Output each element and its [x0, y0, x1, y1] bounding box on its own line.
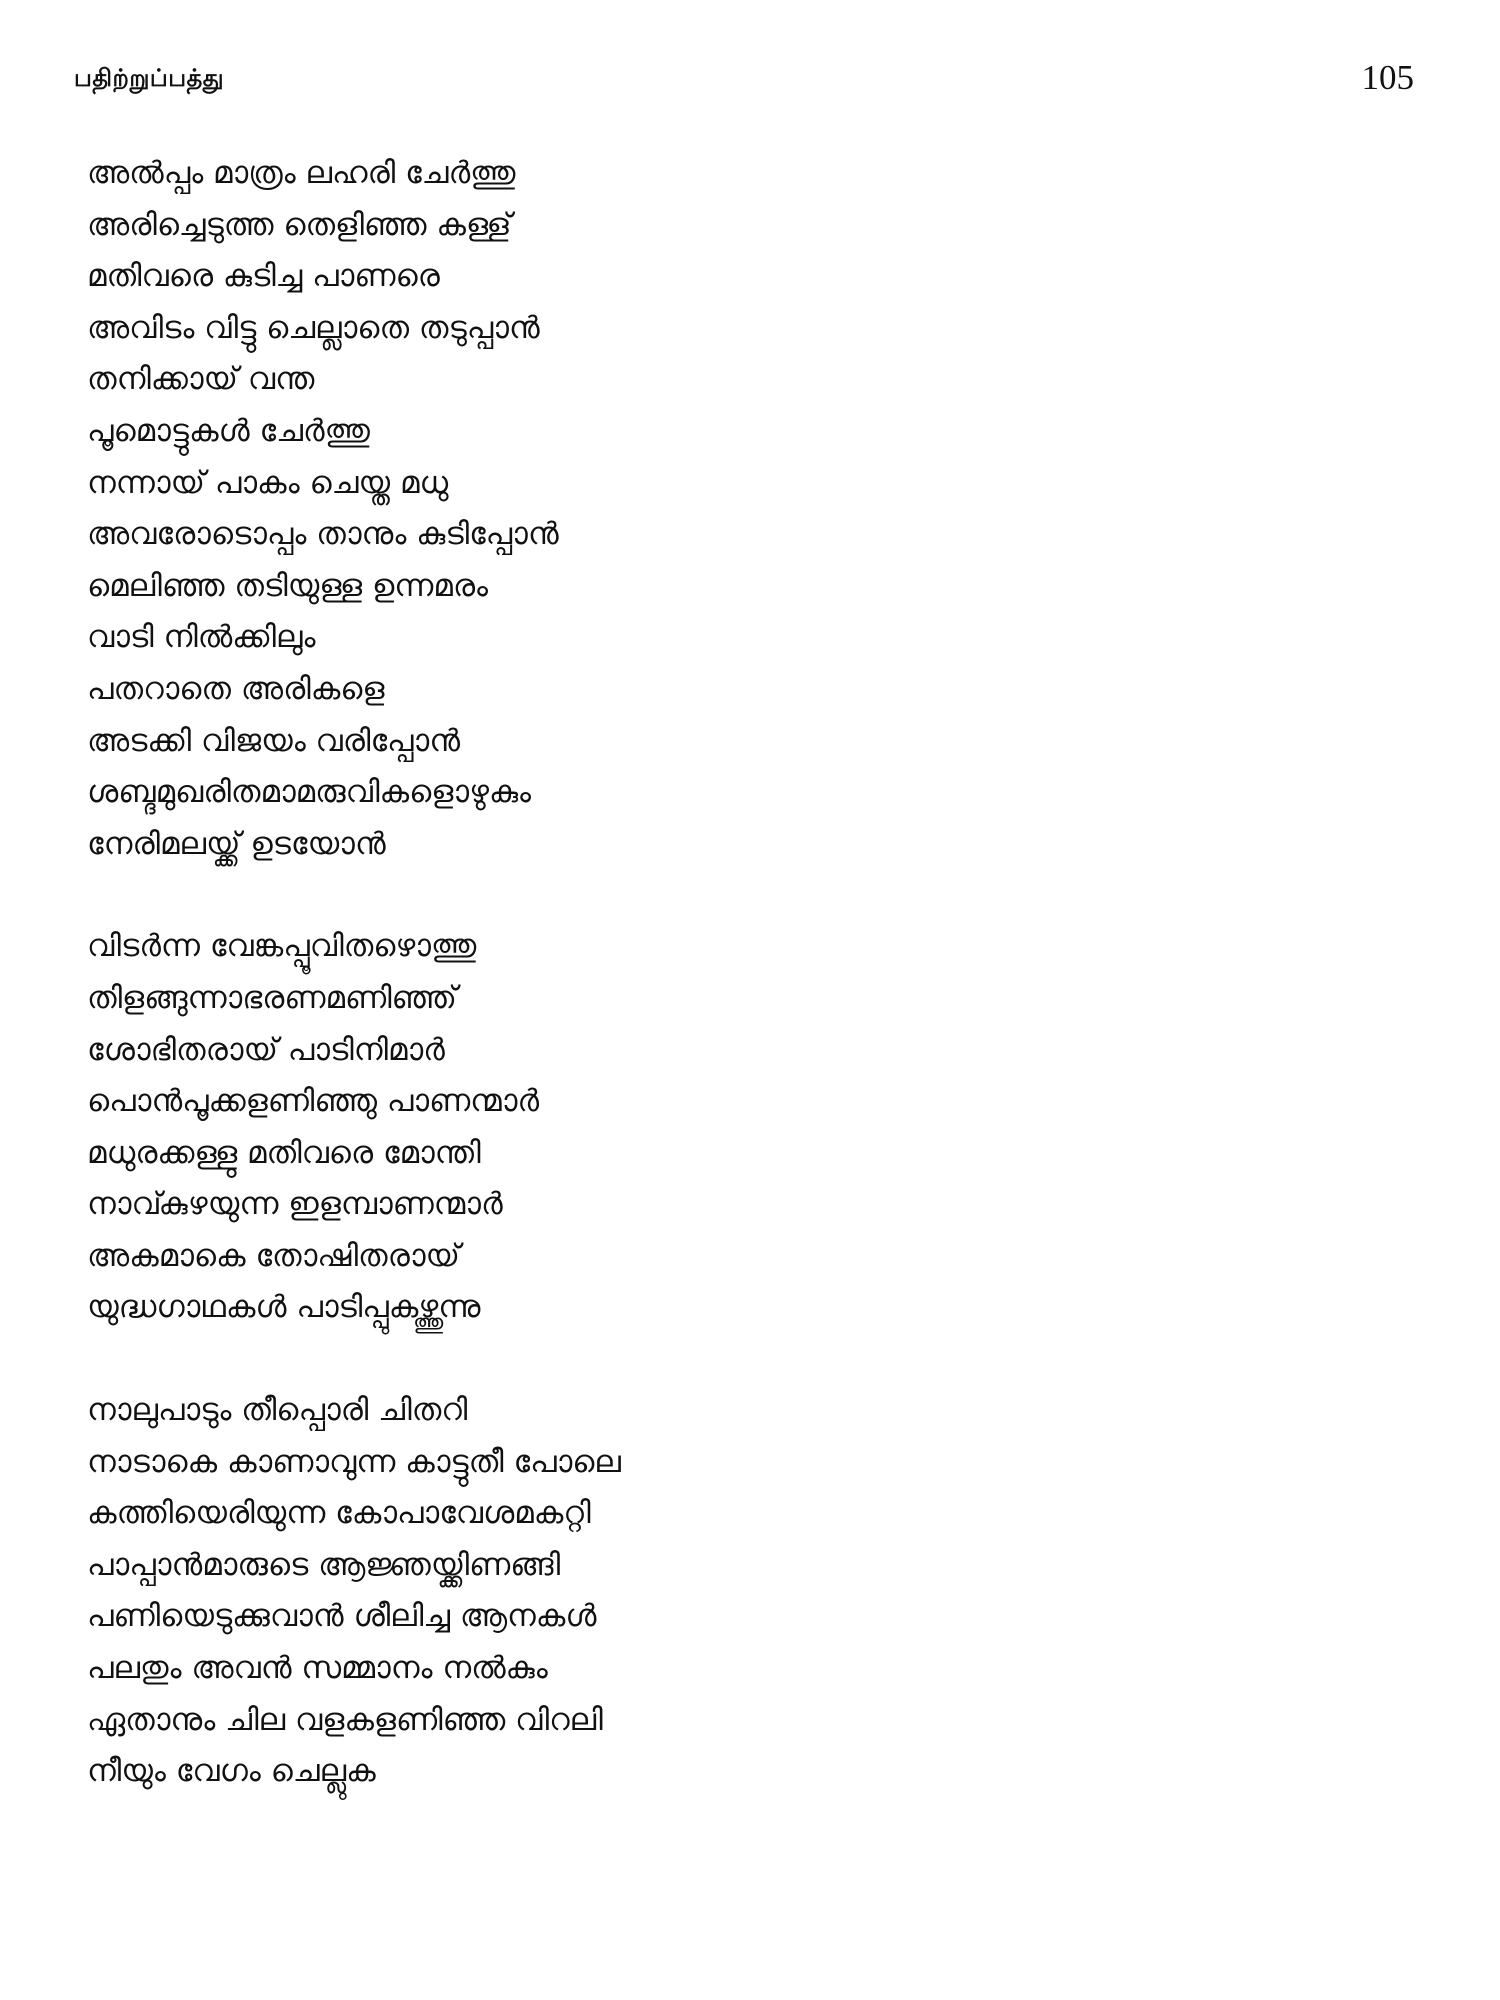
- poem-line: പലതും അവൻ സമ്മാനം നൽകും: [87, 1650, 548, 1687]
- poem-line: അവിടം വിട്ടു ചെല്ലാതെ തടുപ്പാൻ: [87, 309, 540, 346]
- stanza-1: [87, 148, 987, 870]
- poem-line: പതറാതെ അരികളെ: [87, 670, 385, 707]
- poem-line: അടക്കി വിജയം വരിപ്പോൻ: [87, 722, 461, 759]
- poem-line: നാടാകെ കാണാവുന്ന കാട്ടുതീ പോലെ: [87, 1443, 621, 1480]
- page-number: 105: [1361, 58, 1414, 97]
- page-header: [74, 58, 1414, 98]
- stanza-2: [87, 921, 987, 1334]
- poem-line: കത്തിയെരിയുന്ന കോപാവേശമകറ്റി: [87, 1495, 591, 1532]
- poem-line: വിടർന്ന വേങ്കപ്പൂവിതഴൊത്തു: [87, 928, 477, 965]
- poem-line: മതിവരെ കുടിച്ച പാണരെ: [87, 258, 440, 295]
- poem-line: തിളങ്ങുന്നാഭരണമണിഞ്ഞ്: [87, 979, 457, 1016]
- poem-line: യുദ്ധഗാഥകൾ പാടിപ്പുകഴ്ത്തുന്നു: [87, 1289, 481, 1326]
- poem-line: നന്നായ് പാകം ചെയ്ത മധു: [87, 464, 449, 501]
- poem-line: മധുരക്കള്ളു മതിവരെ മോന്തി: [87, 1134, 481, 1171]
- poem-line: നാവ്കുഴയുന്ന ഇളമ്പാണന്മാർ: [87, 1186, 503, 1223]
- poem-line: പാപ്പാൻമാരുടെ ആജ്ഞയ്ക്കിണങ്ങി: [87, 1546, 561, 1583]
- poem-line: അകമാകെ തോഷിതരായ്: [87, 1237, 460, 1274]
- poem-line: പണിയെടുക്കുവാൻ ശീലിച്ച ആനകൾ: [87, 1598, 597, 1635]
- poem-line: നേരിമലയ്ക്ക് ഉടയോൻ: [87, 825, 386, 862]
- poem-line: തനിക്കായ് വന്ത: [87, 361, 315, 398]
- book-title: பதிற்றுப்பத்து: [74, 64, 225, 92]
- poem-line: ശബ്ദമുഖരിതമാമരുവികളൊഴുകും: [87, 774, 532, 811]
- poem-line: വാടി നിൽക്കിലും: [87, 619, 316, 656]
- poem-line: നാലുപാടും തീപ്പൊരി ചിതറി: [87, 1392, 468, 1429]
- poem-line: നീയും വേഗം ചെല്ലുക: [87, 1753, 376, 1790]
- poem-line: പൂമൊട്ടുകൾ ചേർത്തു: [87, 412, 370, 449]
- poem-line: അവരോടൊപ്പം താനും കുടിപ്പോൻ: [87, 516, 559, 553]
- poem-line: അൽപ്പം മാത്രം ലഹരി ചേർത്തു: [87, 155, 516, 191]
- poem-line: പൊൻപൂക്കളണിഞ്ഞു പാണന്മാർ: [87, 1083, 540, 1120]
- stanza-3: [87, 1385, 987, 1798]
- poem: [87, 148, 987, 1849]
- poem-line: ശോഭിതരായ് പാടിനിമാർ: [87, 1031, 445, 1068]
- poem-line: അരിച്ചെടുത്ത തെളിഞ്ഞ കള്ള്: [87, 206, 512, 243]
- poem-line: മെലിഞ്ഞ തടിയുള്ള ഉന്നമരം: [87, 567, 489, 604]
- poem-line: ഏതാനും ചില വളകളണിഞ്ഞ വിറലി: [87, 1701, 603, 1738]
